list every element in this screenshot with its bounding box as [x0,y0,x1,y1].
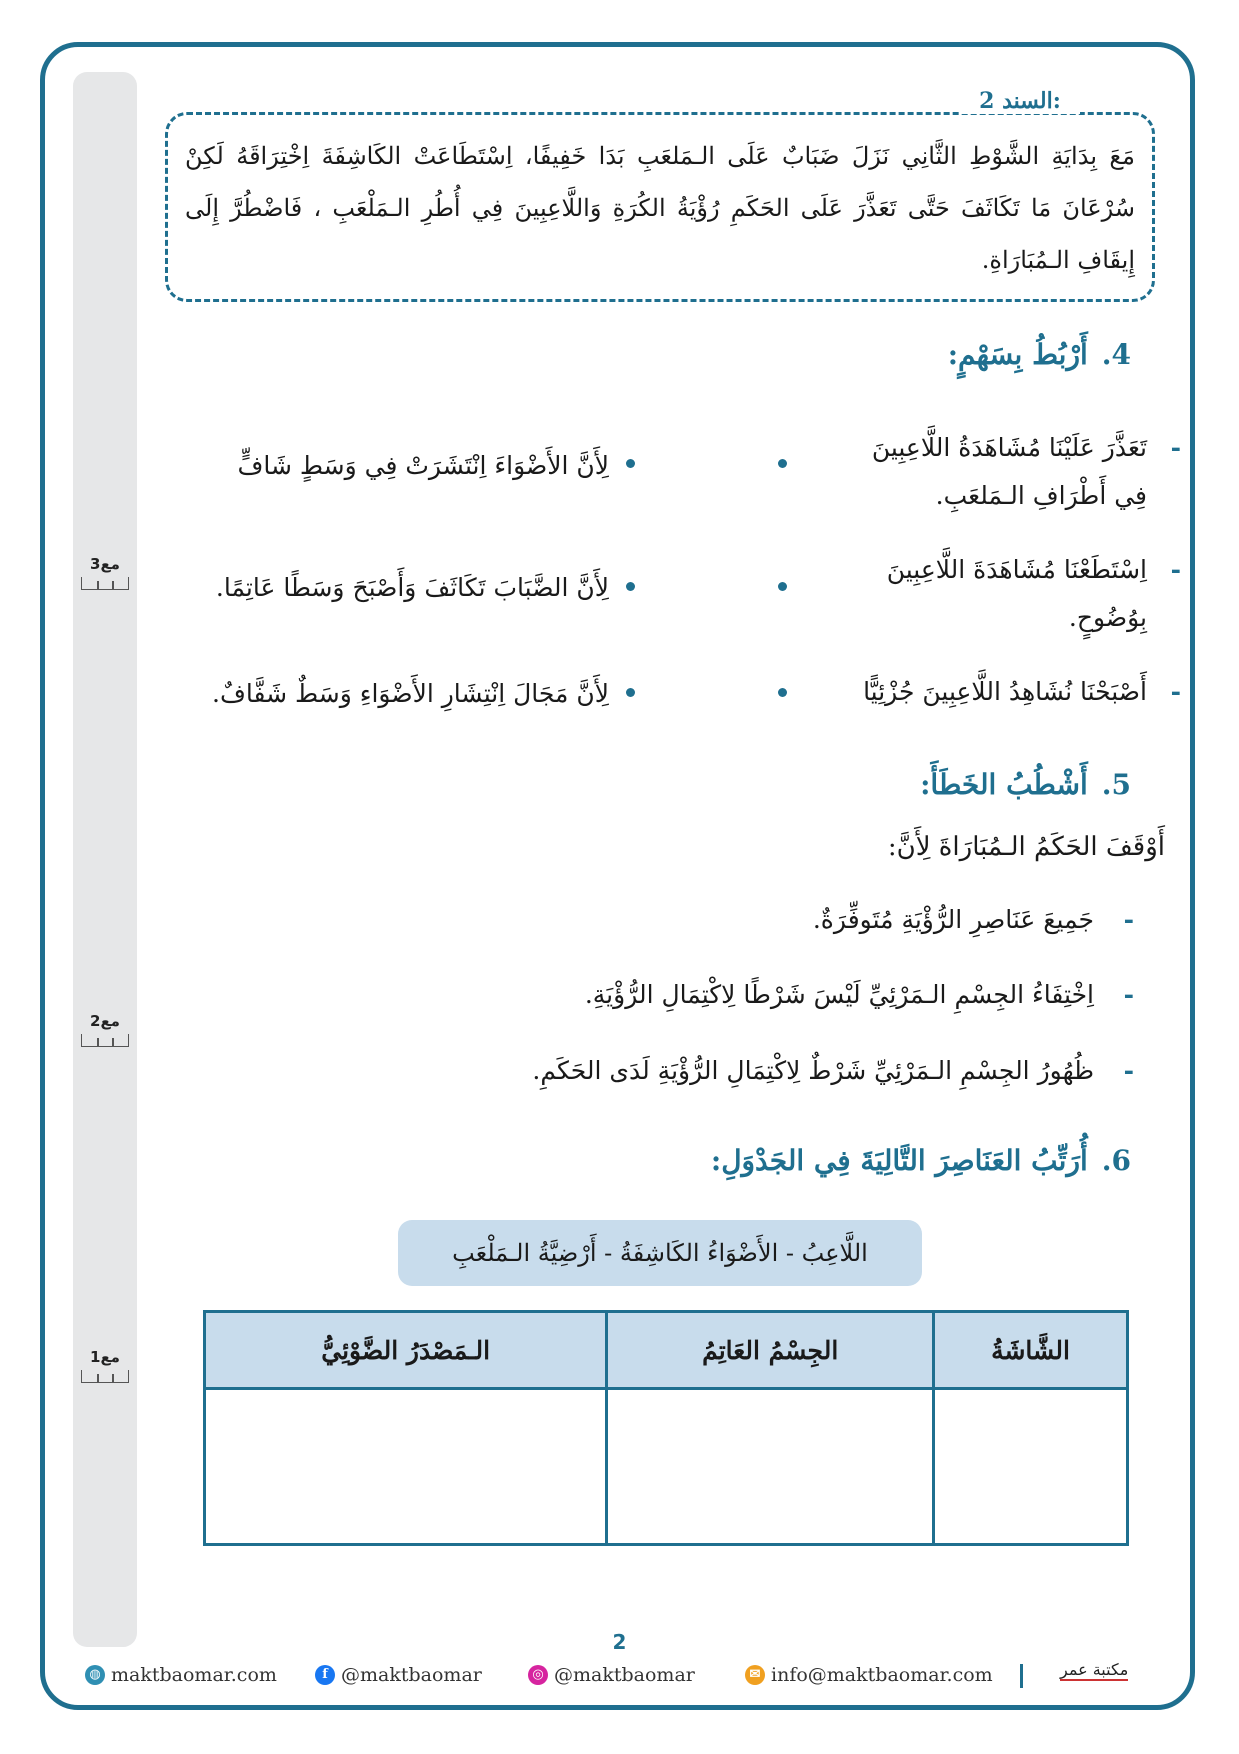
bullet-dot[interactable] [626,688,635,697]
dash-marker: - [1170,433,1181,462]
instagram-icon: ◎ [528,1665,548,1685]
match-left-text: تَعَذَّرَ عَلَيْنَا مُشَاهَدَةُ اللَّاعِبِينَ فِي أَطْرَافِ الـمَلعَبِ. [871,433,1147,510]
page-number: 2 [612,1630,627,1654]
score-box-2 [80,1012,130,1047]
bullet-dot[interactable] [778,582,787,591]
score-box-1 [80,555,130,590]
dash-marker: - [1170,677,1181,706]
classification-table [203,1310,1129,1546]
table-cell[interactable] [934,1389,1128,1545]
dash-marker: - [1123,980,1134,1009]
score-sidebar [73,72,137,1647]
question-text: أُرَتِّبُ العَنَاصِرَ التَّالِيَةَ فِي الجَدْوَلِ: [710,1144,1088,1177]
score-ticks [81,577,129,590]
footer-instagram[interactable] [528,1664,695,1686]
match-right-2 [216,564,609,612]
mail-icon: ✉ [745,1665,765,1685]
score-label: مع3 [90,555,120,573]
table-header: الـمَصْدَرُ الضَّوْئِيُّ [205,1312,607,1389]
option-2[interactable] [584,980,1134,1009]
question-number: 5. [1101,768,1131,801]
question-5-intro: أَوْقَفَ الحَكَمُ الـمُبَارَاةَ لِأَنَّ: [887,832,1165,862]
option-1[interactable] [812,905,1134,934]
facebook-icon: f [315,1665,335,1685]
bullet-dot[interactable] [626,459,635,468]
footer-facebook[interactable] [315,1664,482,1686]
dash-marker: - [1170,555,1181,584]
match-left-text: اِسْتَطَعْنَا مُشَاهَدَةَ اللَّاعِبِينَ بِوُضُوحٍ. [886,555,1147,632]
footer-instagram-text: @maktbaomar [554,1664,695,1686]
question-number: 4. [1101,338,1131,371]
question-text: أَرْبُطُ بِسَهْمٍ: [947,338,1088,371]
globe-icon: ◍ [85,1665,105,1685]
match-left-1 [847,424,1181,520]
items-box: اللَّاعِبُ - الأَضْوَاءُ الكَاشِفَةُ - أَرْضِيَّةُ الـمَلْعَبِ [398,1220,922,1286]
score-box-3 [80,1348,130,1383]
match-right-text: لِأَنَّ مَجَالَ اِنْتِشَارِ الأَضْوَاءِ وَسَطٌ شَفَّافٌ. [212,679,609,708]
brand-logo: مكتبة عمر [1060,1660,1129,1679]
score-ticks [81,1370,129,1383]
match-left-text: أَصْبَحْنَا نُشَاهِدُ اللَّاعِبِينَ جُزْئِيًّا [863,677,1147,706]
option-text: جَمِيعَ عَنَاصِرِ الرُّؤْيَةِ مُتَوفِّرَةٌ. [812,905,1094,934]
match-right-text: لِأَنَّ الأَضْوَاءَ اِنْتَشَرَتْ فِي وَسَطٍ شَافٍّ [237,451,609,480]
footer-website[interactable] [85,1664,277,1686]
dash-marker: - [1123,1056,1134,1085]
match-left-2 [847,546,1181,642]
match-right-1 [238,442,610,490]
document-title: السند 2: [960,88,1080,114]
question-number: 6. [1101,1144,1131,1177]
score-label: مع1 [90,1348,120,1366]
score-ticks [81,1034,129,1047]
option-text: ظُهُورُ الجِسْمِ الـمَرْئِيِّ شَرْطٌ لِاكْتِمَالِ الرُّؤْيَةِ لَدَى الحَكَمِ. [532,1056,1094,1085]
question-6-title [711,1144,1131,1177]
table-cell[interactable] [205,1389,607,1545]
table-cell[interactable] [607,1389,934,1545]
footer-email[interactable] [745,1664,993,1686]
option-3[interactable] [532,1056,1134,1085]
score-label: مع2 [90,1012,120,1030]
match-left-3 [787,668,1181,716]
match-right-3 [212,670,609,718]
bullet-dot[interactable] [778,459,787,468]
footer-separator [1020,1664,1023,1688]
footer-email-text: info@maktbaomar.com [771,1664,993,1686]
table-header: الجِسْمُ العَاتِمُ [607,1312,934,1389]
option-text: اِخْتِفَاءُ الجِسْمِ الـمَرْئِيِّ لَيْسَ شَرْطًا لِاكْتِمَالِ الرُّؤْيَةِ. [584,980,1094,1009]
footer-facebook-text: @maktbaomar [341,1664,482,1686]
bullet-dot[interactable] [778,688,787,697]
bullet-dot[interactable] [626,582,635,591]
table-header: الشَّاشَةُ [934,1312,1128,1389]
footer-website-text: maktbaomar.com [111,1664,277,1686]
question-4-title [948,338,1131,371]
match-right-text: لِأَنَّ الضَّبَابَ تَكَاثَفَ وَأَصْبَحَ وَسَطًا عَاتِمًا. [215,573,609,602]
document-text: مَعَ بِدَايَةِ الشَّوْطِ الثَّانِي نَزَلَ ضَبَابٌ عَلَى الـمَلعَبِ بَدَا خَفِيفًا، اِسْتَطَاعَتْ الكَاشِفَةَ اِخْتِرَاقَهُ لَكِنْ سُرْعَانَ مَا تَكَاثَفَ حَتَّى تَعَذَّرَ عَلَى الحَكَمِ رُؤْيَةُ الكُرَةِ وَاللَّاعِبِينَ فِي أُطُرِ الـمَلْعَبِ ، فَاضْطُرَّ إِلَى إِيقَافِ الـمُبَارَاةِ. [185,142,1135,274]
dash-marker: - [1123,905,1134,934]
question-5-title [920,768,1131,801]
question-text: أَشْطُبُ الخَطَأَ: [920,768,1088,801]
